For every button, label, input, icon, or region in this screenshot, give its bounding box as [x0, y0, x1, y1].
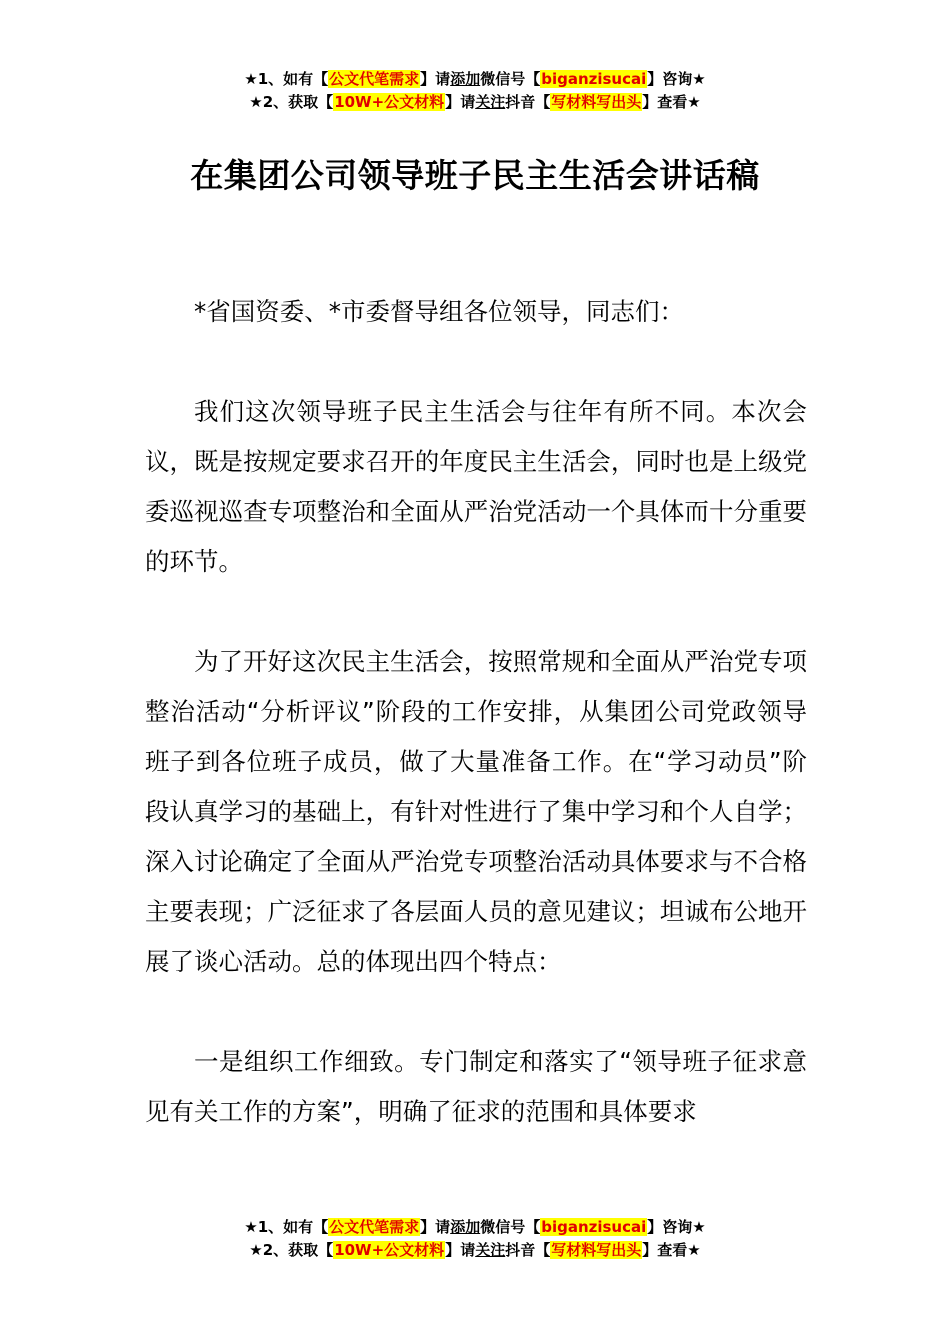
banner-wechat-id: biganzisucai — [541, 70, 647, 88]
banner-highlight: 10W+公文材料 — [334, 93, 445, 111]
banner-text: 】请 — [420, 1218, 451, 1236]
banner-text: 抖音【 — [505, 93, 551, 111]
banner-line-1 — [0, 68, 950, 91]
banner-douyin-id: 写材料写出头 — [551, 93, 642, 111]
banner-text: 微信号【 — [480, 1218, 541, 1236]
banner-underlined: 添加 — [450, 70, 481, 88]
banner-highlight: 10W+公文材料 — [334, 1241, 445, 1259]
banner-text: 】请 — [445, 93, 476, 111]
banner-underlined: 关注 — [475, 1241, 506, 1259]
header-banner — [0, 68, 950, 114]
banner-underlined: 添加 — [450, 1218, 481, 1236]
document-title: 在集团公司领导班子民主生活会讲话稿 — [190, 156, 760, 195]
banner-text: 】查看★ — [642, 1241, 701, 1259]
footer-banner — [0, 1216, 950, 1262]
banner-text: 微信号【 — [480, 70, 541, 88]
paragraph: 一是组织工作细致。专门制定和落实了“领导班子征求意见有关工作的方案”，明确了征求的范围和具体要求 — [145, 1047, 807, 1126]
banner-line-1 — [0, 1216, 950, 1239]
paragraph: 我们这次领导班子民主生活会与往年有所不同。本次会议，既是按规定要求召开的年度民主生活会，同时也是上级党委巡视巡查专项整治和全面从严治党活动一个具体而十分重要的环节。 — [145, 397, 807, 576]
banner-text: 】咨询★ — [647, 70, 706, 88]
banner-wechat-id: biganzisucai — [541, 1218, 647, 1236]
paragraph: 为了开好这次民主生活会，按照常规和全面从严治党专项整治活动“分析评议”阶段的工作安排，从集团公司党政领导班子到各位班子成员，做了大量准备工作。在“学习动员”阶段认真学习的基础上，有针对性进行了集中学习和个人自学；深入讨论确定了全面从严治党专项整治活动具体要求与不合格主要表现；广泛征求了各层面人员的意见建议；坦诚布公地开展了谈心活动。总的体现出四个特点： — [145, 647, 807, 976]
banner-line-2 — [0, 1239, 950, 1262]
banner-text: 】咨询★ — [647, 1218, 706, 1236]
banner-text: 】请 — [445, 1241, 476, 1259]
banner-underlined: 关注 — [475, 93, 506, 111]
salutation: *省国资委、*市委督导组各位领导，同志们： — [194, 297, 684, 326]
banner-text: 】请 — [420, 70, 451, 88]
banner-text: 】查看★ — [642, 93, 701, 111]
banner-text: 抖音【 — [505, 1241, 551, 1259]
banner-text: ★2、获取【 — [249, 93, 334, 111]
banner-highlight: 公文代笔需求 — [329, 70, 420, 88]
banner-text: ★2、获取【 — [249, 1241, 334, 1259]
banner-highlight: 公文代笔需求 — [329, 1218, 420, 1236]
document-body — [145, 287, 807, 1187]
banner-text: ★1、如有【 — [244, 70, 329, 88]
banner-text: ★1、如有【 — [244, 1218, 329, 1236]
banner-line-2 — [0, 91, 950, 114]
banner-douyin-id: 写材料写出头 — [551, 1241, 642, 1259]
